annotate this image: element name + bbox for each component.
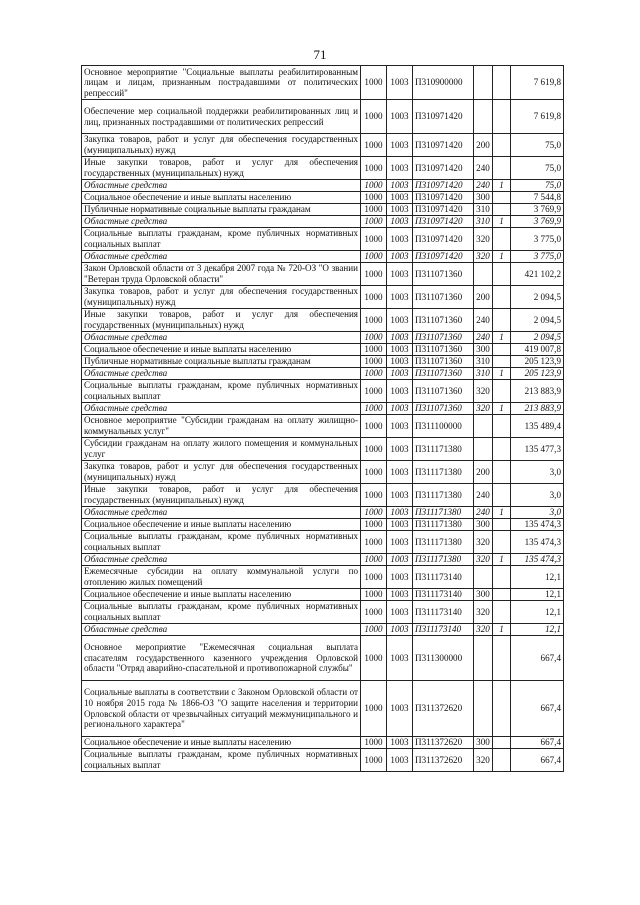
row-name-cell: Субсидии гражданам на оплату жилого помещения и коммунальных услуг [82,438,361,461]
target-code-cell: П311171380 [413,507,474,519]
target-code-cell: П311171380 [413,461,474,484]
subsection-cell: 1003 [387,737,413,749]
expense-type-cell [474,100,493,134]
expense-type-cell: 320 [474,531,493,554]
table-row [82,356,564,368]
expense-type-cell: 300 [474,192,493,204]
expense-type-cell: 300 [474,344,493,356]
expense-type-cell: 320 [474,554,493,566]
row-name-cell: Основное мероприятие "Социальные выплаты реабилитированным лицам и лицам, признанным пострадавшими от политических репрессий" [82,66,361,100]
target-code-cell: П311071360 [413,403,474,415]
funding-source-cell: 1 [493,216,511,228]
table-row [82,566,564,589]
amount-cell: 421 102,2 [511,263,564,286]
row-name-cell: Областные средства [82,403,361,415]
page-number: 71 [313,47,327,62]
target-code-cell: П311171380 [413,554,474,566]
section-cell: 1000 [361,566,387,589]
subsection-cell: 1003 [387,415,413,438]
expense-type-cell: 320 [474,749,493,772]
section-cell: 1000 [361,192,387,204]
table-row [82,228,564,251]
amount-cell: 3,0 [511,484,564,507]
target-code-cell: П311372620 [413,749,474,772]
funding-source-cell [493,589,511,601]
section-cell: 1000 [361,484,387,507]
expense-type-cell: 320 [474,601,493,624]
row-name-cell: Областные средства [82,332,361,344]
expense-type-cell: 200 [474,134,493,157]
expense-type-cell [474,636,493,681]
row-name-cell: Областные средства [82,216,361,228]
budget-table [81,65,564,772]
expense-type-cell: 240 [474,157,493,180]
funding-source-cell [493,566,511,589]
target-code-cell: П311372620 [413,737,474,749]
table-row [82,403,564,415]
amount-cell: 135 474,3 [511,531,564,554]
subsection-cell: 1003 [387,624,413,636]
subsection-cell: 1003 [387,507,413,519]
subsection-cell: 1003 [387,157,413,180]
amount-cell: 75,0 [511,134,564,157]
subsection-cell: 1003 [387,134,413,157]
row-name-cell: Публичные нормативные социальные выплаты гражданам [82,204,361,216]
row-name-cell: Социальные выплаты гражданам, кроме публичных нормативных социальных выплат [82,749,361,772]
funding-source-cell: 1 [493,251,511,263]
expense-type-cell: 240 [474,332,493,344]
subsection-cell: 1003 [387,100,413,134]
amount-cell: 213 883,9 [511,403,564,415]
target-code-cell: П311071360 [413,356,474,368]
row-name-cell: Социальные выплаты гражданам, кроме публичных нормативных социальных выплат [82,228,361,251]
amount-cell: 205 123,9 [511,356,564,368]
section-cell: 1000 [361,180,387,192]
funding-source-cell [493,192,511,204]
table-row [82,344,564,356]
section-cell: 1000 [361,507,387,519]
table-row [82,484,564,507]
section-cell: 1000 [361,251,387,263]
target-code-cell: П311100000 [413,415,474,438]
row-name-cell: Областные средства [82,368,361,380]
amount-cell: 3,0 [511,507,564,519]
subsection-cell: 1003 [387,344,413,356]
row-name-cell: Закупка товаров, работ и услуг для обеспечения государственных (муниципальных) нужд [82,134,361,157]
row-name-cell: Публичные нормативные социальные выплаты гражданам [82,356,361,368]
subsection-cell: 1003 [387,180,413,192]
funding-source-cell [493,356,511,368]
table-row [82,624,564,636]
expense-type-cell: 320 [474,380,493,403]
section-cell: 1000 [361,403,387,415]
target-code-cell: П310971420 [413,216,474,228]
target-code-cell: П311071360 [413,344,474,356]
target-code-cell: П311372620 [413,681,474,737]
table-row [82,134,564,157]
target-code-cell: П311171380 [413,531,474,554]
table-row [82,380,564,403]
amount-cell: 3 769,9 [511,216,564,228]
row-name-cell: Иные закупки товаров, работ и услуг для обеспечения государственных (муниципальных) нужд [82,157,361,180]
section-cell: 1000 [361,263,387,286]
row-name-cell: Иные закупки товаров, работ и услуг для обеспечения государственных (муниципальных) нужд [82,309,361,332]
table-row [82,309,564,332]
amount-cell: 7 619,8 [511,100,564,134]
target-code-cell: П310971420 [413,192,474,204]
table-row [82,681,564,737]
target-code-cell: П310971420 [413,204,474,216]
expense-type-cell: 320 [474,228,493,251]
expense-type-cell [474,566,493,589]
amount-cell: 213 883,9 [511,380,564,403]
row-name-cell: Закупка товаров, работ и услуг для обеспечения государственных (муниципальных) нужд [82,461,361,484]
section-cell: 1000 [361,624,387,636]
row-name-cell: Обеспечение мер социальной поддержки реабилитированных лиц и лиц, признанных пострадавшими от политических репрессий [82,100,361,134]
table-row [82,531,564,554]
target-code-cell: П311173140 [413,601,474,624]
target-code-cell: П311171380 [413,519,474,531]
subsection-cell: 1003 [387,332,413,344]
expense-type-cell: 310 [474,356,493,368]
section-cell: 1000 [361,66,387,100]
subsection-cell: 1003 [387,66,413,100]
section-cell: 1000 [361,438,387,461]
subsection-cell: 1003 [387,368,413,380]
amount-cell: 135 477,3 [511,438,564,461]
expense-type-cell: 310 [474,368,493,380]
subsection-cell: 1003 [387,403,413,415]
amount-cell: 419 007,8 [511,344,564,356]
section-cell: 1000 [361,216,387,228]
funding-source-cell [493,100,511,134]
funding-source-cell [493,749,511,772]
amount-cell: 667,4 [511,749,564,772]
section-cell: 1000 [361,204,387,216]
funding-source-cell [493,636,511,681]
target-code-cell: П311173140 [413,566,474,589]
target-code-cell: П311071360 [413,286,474,309]
funding-source-cell [493,344,511,356]
funding-source-cell [493,438,511,461]
expense-type-cell: 320 [474,624,493,636]
expense-type-cell [474,263,493,286]
row-name-cell: Закон Орловской области от 3 декабря 2007 года № 720-ОЗ "О звании "Ветеран труда Орловской области" [82,263,361,286]
amount-cell: 3 769,9 [511,204,564,216]
amount-cell: 135 474,3 [511,519,564,531]
funding-source-cell: 1 [493,368,511,380]
amount-cell: 12,1 [511,601,564,624]
table-row [82,601,564,624]
subsection-cell: 1003 [387,636,413,681]
funding-source-cell [493,737,511,749]
target-code-cell: П310971420 [413,180,474,192]
amount-cell: 3 775,0 [511,251,564,263]
expense-type-cell: 200 [474,286,493,309]
subsection-cell: 1003 [387,484,413,507]
subsection-cell: 1003 [387,681,413,737]
funding-source-cell: 1 [493,624,511,636]
target-code-cell: П311173140 [413,624,474,636]
funding-source-cell [493,309,511,332]
table-row [82,216,564,228]
funding-source-cell [493,461,511,484]
subsection-cell: 1003 [387,380,413,403]
section-cell: 1000 [361,531,387,554]
target-code-cell: П310971420 [413,228,474,251]
target-code-cell: П310971420 [413,100,474,134]
amount-cell: 2 094,5 [511,332,564,344]
table-row [82,749,564,772]
row-name-cell: Социальные выплаты гражданам, кроме публичных нормативных социальных выплат [82,531,361,554]
target-code-cell: П310971420 [413,157,474,180]
row-name-cell: Областные средства [82,554,361,566]
expense-type-cell: 320 [474,403,493,415]
amount-cell: 667,4 [511,737,564,749]
section-cell: 1000 [361,601,387,624]
amount-cell: 3,0 [511,461,564,484]
subsection-cell: 1003 [387,554,413,566]
section-cell: 1000 [361,332,387,344]
expense-type-cell: 240 [474,180,493,192]
amount-cell: 75,0 [511,157,564,180]
target-code-cell: П311171380 [413,438,474,461]
funding-source-cell [493,531,511,554]
expense-type-cell [474,681,493,737]
funding-source-cell [493,484,511,507]
expense-type-cell: 240 [474,484,493,507]
table-row [82,507,564,519]
subsection-cell: 1003 [387,356,413,368]
section-cell: 1000 [361,344,387,356]
subsection-cell: 1003 [387,309,413,332]
amount-cell: 205 123,9 [511,368,564,380]
table-row [82,286,564,309]
row-name-cell: Основное мероприятие "Субсидии гражданам на оплату жилищно-коммунальных услуг" [82,415,361,438]
table-row [82,204,564,216]
table-row [82,157,564,180]
amount-cell: 2 094,5 [511,309,564,332]
section-cell: 1000 [361,415,387,438]
table-row [82,332,564,344]
section-cell: 1000 [361,681,387,737]
subsection-cell: 1003 [387,461,413,484]
section-cell: 1000 [361,554,387,566]
expense-type-cell: 320 [474,251,493,263]
row-name-cell: Социальное обеспечение и иные выплаты населению [82,737,361,749]
expense-type-cell: 240 [474,507,493,519]
budget-table-body [82,66,564,772]
funding-source-cell [493,66,511,100]
funding-source-cell [493,204,511,216]
row-name-cell: Областные средства [82,251,361,263]
subsection-cell: 1003 [387,589,413,601]
expense-type-cell [474,415,493,438]
row-name-cell: Социальные выплаты в соответствии с Законом Орловской области от 10 ноября 2015 года № 1866-ОЗ "О защите населения и территории Орловской области от чрезвычайных ситуаций межмуниципального и регионального характера" [82,681,361,737]
subsection-cell: 1003 [387,601,413,624]
section-cell: 1000 [361,589,387,601]
table-row [82,100,564,134]
funding-source-cell [493,519,511,531]
target-code-cell: П310900000 [413,66,474,100]
section-cell: 1000 [361,100,387,134]
table-row [82,636,564,681]
table-row [82,438,564,461]
table-row [82,251,564,263]
table-row [82,461,564,484]
subsection-cell: 1003 [387,204,413,216]
amount-cell: 12,1 [511,589,564,601]
row-name-cell: Ежемесячные субсидии на оплату коммунальной услуги по отоплению жилых помещений [82,566,361,589]
target-code-cell: П311071360 [413,368,474,380]
table-row [82,554,564,566]
section-cell: 1000 [361,636,387,681]
funding-source-cell [493,228,511,251]
table-row [82,368,564,380]
amount-cell: 2 094,5 [511,286,564,309]
funding-source-cell [493,286,511,309]
subsection-cell: 1003 [387,192,413,204]
amount-cell: 12,1 [511,566,564,589]
table-row [82,415,564,438]
subsection-cell: 1003 [387,438,413,461]
amount-cell: 667,4 [511,681,564,737]
amount-cell: 12,1 [511,624,564,636]
row-name-cell: Областные средства [82,624,361,636]
amount-cell: 135 474,3 [511,554,564,566]
section-cell: 1000 [361,461,387,484]
row-name-cell: Основное мероприятие "Ежемесячная социальная выплата спасателям государственного казенного учреждения Орловской области "Отряд аварийно-спасательной и противопожарной службы" [82,636,361,681]
amount-cell: 667,4 [511,636,564,681]
target-code-cell: П310971420 [413,134,474,157]
subsection-cell: 1003 [387,519,413,531]
expense-type-cell: 300 [474,589,493,601]
subsection-cell: 1003 [387,749,413,772]
section-cell: 1000 [361,286,387,309]
table-row [82,192,564,204]
expense-type-cell [474,438,493,461]
expense-type-cell: 200 [474,461,493,484]
expense-type-cell [474,66,493,100]
expense-type-cell: 300 [474,519,493,531]
table-row [82,263,564,286]
amount-cell: 135 489,4 [511,415,564,438]
section-cell: 1000 [361,228,387,251]
funding-source-cell: 1 [493,332,511,344]
target-code-cell: П311300000 [413,636,474,681]
row-name-cell: Социальное обеспечение и иные выплаты населению [82,344,361,356]
section-cell: 1000 [361,519,387,531]
table-row [82,737,564,749]
expense-type-cell: 310 [474,216,493,228]
target-code-cell: П310971420 [413,251,474,263]
expense-type-cell: 310 [474,204,493,216]
table-row [82,589,564,601]
row-name-cell: Социальное обеспечение и иные выплаты населению [82,589,361,601]
amount-cell: 7 544,8 [511,192,564,204]
funding-source-cell [493,601,511,624]
section-cell: 1000 [361,157,387,180]
amount-cell: 75,0 [511,180,564,192]
row-name-cell: Иные закупки товаров, работ и услуг для обеспечения государственных (муниципальных) нужд [82,484,361,507]
amount-cell: 3 775,0 [511,228,564,251]
target-code-cell: П311071360 [413,380,474,403]
funding-source-cell: 1 [493,180,511,192]
funding-source-cell [493,263,511,286]
section-cell: 1000 [361,309,387,332]
section-cell: 1000 [361,380,387,403]
section-cell: 1000 [361,737,387,749]
row-name-cell: Закупка товаров, работ и услуг для обеспечения государственных (муниципальных) нужд [82,286,361,309]
funding-source-cell [493,415,511,438]
target-code-cell: П311173140 [413,589,474,601]
row-name-cell: Социальные выплаты гражданам, кроме публичных нормативных социальных выплат [82,601,361,624]
target-code-cell: П311071360 [413,263,474,286]
row-name-cell: Социальное обеспечение и иные выплаты населению [82,192,361,204]
section-cell: 1000 [361,368,387,380]
target-code-cell: П311071360 [413,309,474,332]
target-code-cell: П311071360 [413,332,474,344]
table-row [82,519,564,531]
row-name-cell: Социальные выплаты гражданам, кроме публичных нормативных социальных выплат [82,380,361,403]
subsection-cell: 1003 [387,566,413,589]
section-cell: 1000 [361,356,387,368]
subsection-cell: 1003 [387,263,413,286]
expense-type-cell: 240 [474,309,493,332]
subsection-cell: 1003 [387,286,413,309]
funding-source-cell [493,380,511,403]
subsection-cell: 1003 [387,216,413,228]
table-row [82,180,564,192]
section-cell: 1000 [361,749,387,772]
row-name-cell: Социальное обеспечение и иные выплаты населению [82,519,361,531]
subsection-cell: 1003 [387,251,413,263]
funding-source-cell: 1 [493,554,511,566]
section-cell: 1000 [361,134,387,157]
funding-source-cell [493,134,511,157]
subsection-cell: 1003 [387,531,413,554]
target-code-cell: П311171380 [413,484,474,507]
subsection-cell: 1003 [387,228,413,251]
row-name-cell: Областные средства [82,180,361,192]
amount-cell: 7 619,8 [511,66,564,100]
funding-source-cell: 1 [493,403,511,415]
row-name-cell: Областные средства [82,507,361,519]
funding-source-cell [493,681,511,737]
expense-type-cell: 300 [474,737,493,749]
funding-source-cell: 1 [493,507,511,519]
table-row [82,66,564,100]
funding-source-cell [493,157,511,180]
